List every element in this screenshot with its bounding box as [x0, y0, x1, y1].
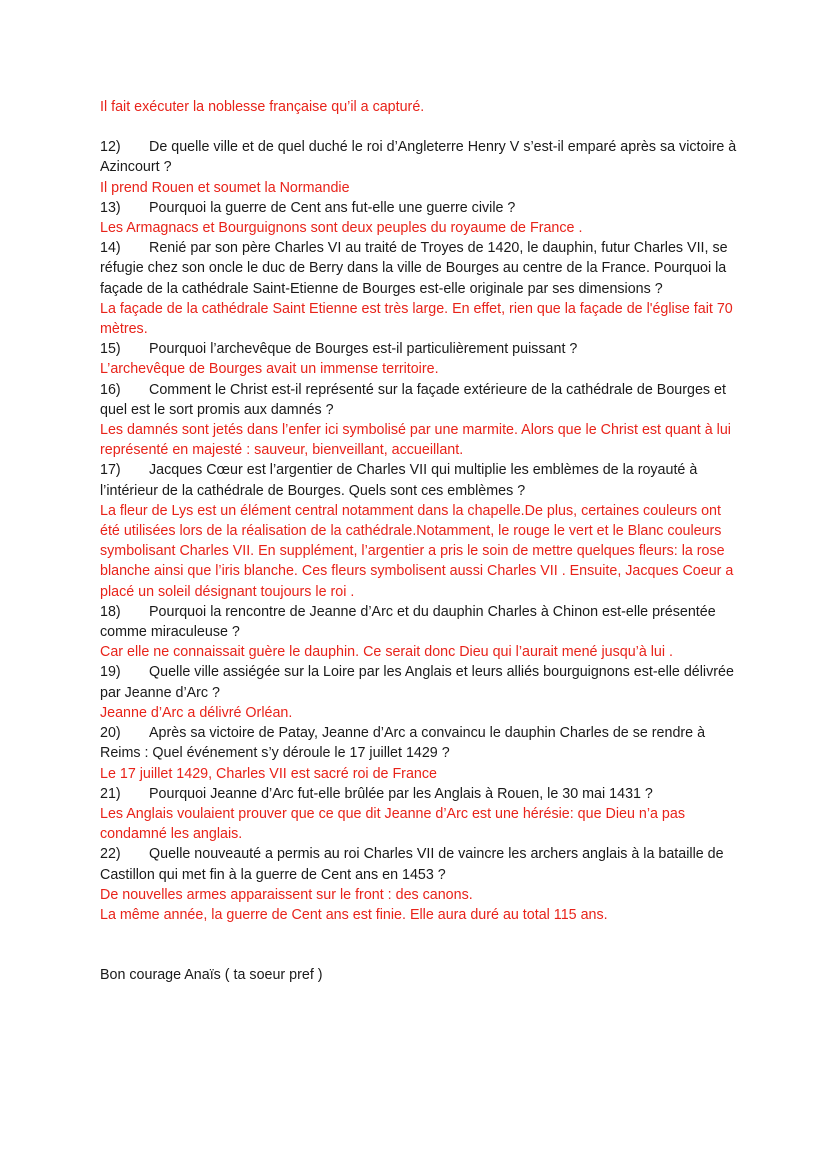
- question: [100, 339, 740, 359]
- question-text: Après sa victoire de Patay, Jeanne d’Arc a convaincu le dauphin Charles de se rendre à Reims : Quel événement s’y déroule le 17 juillet 1429 ?: [100, 725, 706, 762]
- qa-item-14: [100, 238, 740, 339]
- question: [100, 198, 740, 218]
- question-text: Jacques Cœur est l’argentier de Charles VII qui multiplie les emblèmes de la royauté à l’intérieur de la cathédrale de Bourges. Quels sont ces emblèmes ?: [100, 462, 698, 499]
- answer: L’archevêque de Bourges avait un immense territoire.: [100, 361, 439, 378]
- answer: Le 17 juillet 1429, Charles VII est sacré roi de France: [100, 765, 437, 782]
- spacer: [100, 925, 740, 965]
- question: [100, 662, 740, 702]
- answer: Jeanne d’Arc a délivré Orléan.: [100, 704, 293, 721]
- spacer: [100, 117, 740, 137]
- question-number: 17): [100, 462, 121, 479]
- answer: Car elle ne connaissait guère le dauphin. Ce serait donc Dieu qui l’aurait mené jusqu’à lui .: [100, 644, 674, 661]
- answer: Il prend Rouen et soumet la Normandie: [100, 179, 350, 196]
- question: [100, 723, 740, 763]
- question: [100, 137, 740, 177]
- answer-continued: La même année, la guerre de Cent ans est finie. Elle aura duré au total 115 ans.: [100, 906, 608, 923]
- question-number: 21): [100, 785, 121, 802]
- document-page: [100, 97, 740, 985]
- qa-item-15: [100, 339, 740, 379]
- question: [100, 460, 740, 500]
- question-number: 22): [100, 846, 121, 863]
- question: [100, 380, 740, 420]
- question-number: 12): [100, 139, 121, 156]
- question-number: 15): [100, 341, 121, 358]
- qa-item-21: [100, 784, 740, 845]
- answer: La façade de la cathédrale Saint Etienne est très large. En effet, rien que la façade de l'église fait 70 mètres.: [100, 300, 733, 338]
- question: [100, 238, 740, 299]
- question-text: Quelle ville assiégée sur la Loire par les Anglais et leurs alliés bourguignons est-elle délivrée par Jeanne d’Arc ?: [100, 664, 734, 701]
- question-text: Renié par son père Charles VI au traité de Troyes de 1420, le dauphin, futur Charles VII, se réfugie chez son oncle le duc de Berry dans la ville de Bourges au centre de la France. Pourquoi la façade de la cathédrale Saint-Etienne de Bourges est-elle originale par ses dimensions ?: [100, 240, 728, 297]
- signature: Bon courage Anaïs ( ta soeur pref ): [100, 967, 323, 984]
- answer: Les Anglais voulaient prouver que ce que dit Jeanne d’Arc est une hérésie: que Dieu n’a pas condamné les anglais.: [100, 805, 685, 843]
- question-text: Quelle nouveauté a permis au roi Charles VII de vaincre les archers anglais à la bataille de Castillon qui met fin à la guerre de Cent ans en 1453 ?: [100, 846, 724, 883]
- question-text: Pourquoi la rencontre de Jeanne d’Arc et du dauphin Charles à Chinon est-elle présentée comme miraculeuse ?: [100, 603, 716, 641]
- qa-item-17: [100, 460, 740, 601]
- qa-item-22: [100, 844, 740, 925]
- answer: La fleur de Lys est un élément central notamment dans la chapelle.De plus, certaines couleurs ont été utilisées lors de la réalisation de la cathédrale.Notamment, le rouge le vert et le Blanc couleurs symbolisant Charles VII. En supplément, l’argentier a pris le soin de mettre quelques fleurs: la rose blanche ainsi que l’iris blanche. Ces fleurs symbolisent aussi Charles VII . Ensuite, Jacques Coeur a placé un soleil désignant toujours le roi .: [100, 502, 734, 600]
- question: [100, 784, 740, 804]
- question-number: 18): [100, 603, 121, 620]
- qa-item-13: [100, 198, 740, 238]
- qa-item-16: [100, 380, 740, 461]
- answer: Les damnés sont jetés dans l’enfer ici symbolisé par une marmite. Alors que le Christ est quant à lui représenté en majesté : sauveur, bienveillant, accueillant.: [100, 422, 731, 459]
- question-text: Comment le Christ est-il représenté sur la façade extérieure de la cathédrale de Bourges et quel est le sort promis aux damnés ?: [100, 381, 726, 418]
- question-number: 14): [100, 240, 121, 257]
- answer: Les Armagnacs et Bourguignons sont deux peuples du royaume de France .: [100, 220, 583, 237]
- question-text: Pourquoi la guerre de Cent ans fut-elle une guerre civile ?: [149, 199, 516, 216]
- question-number: 20): [100, 725, 121, 742]
- question: [100, 602, 740, 642]
- question-number: 19): [100, 664, 121, 681]
- question-text: De quelle ville et de quel duché le roi d’Angleterre Henry V s’est-il emparé après sa victoire à Azincourt ?: [100, 139, 737, 176]
- intro-answer: Il fait exécuter la noblesse française qu’il a capturé.: [100, 99, 425, 115]
- question-text: Pourquoi l’archevêque de Bourges est-il particulièrement puissant ?: [149, 341, 578, 358]
- answer: De nouvelles armes apparaissent sur le front : des canons.: [100, 886, 473, 903]
- qa-item-20: [100, 723, 740, 784]
- qa-item-12: [100, 137, 740, 198]
- question-number: 13): [100, 199, 121, 216]
- qa-item-19: [100, 662, 740, 723]
- qa-item-18: [100, 602, 740, 663]
- question: [100, 844, 740, 884]
- question-text: Pourquoi Jeanne d’Arc fut-elle brûlée par les Anglais à Rouen, le 30 mai 1431 ?: [149, 785, 653, 802]
- question-number: 16): [100, 381, 121, 398]
